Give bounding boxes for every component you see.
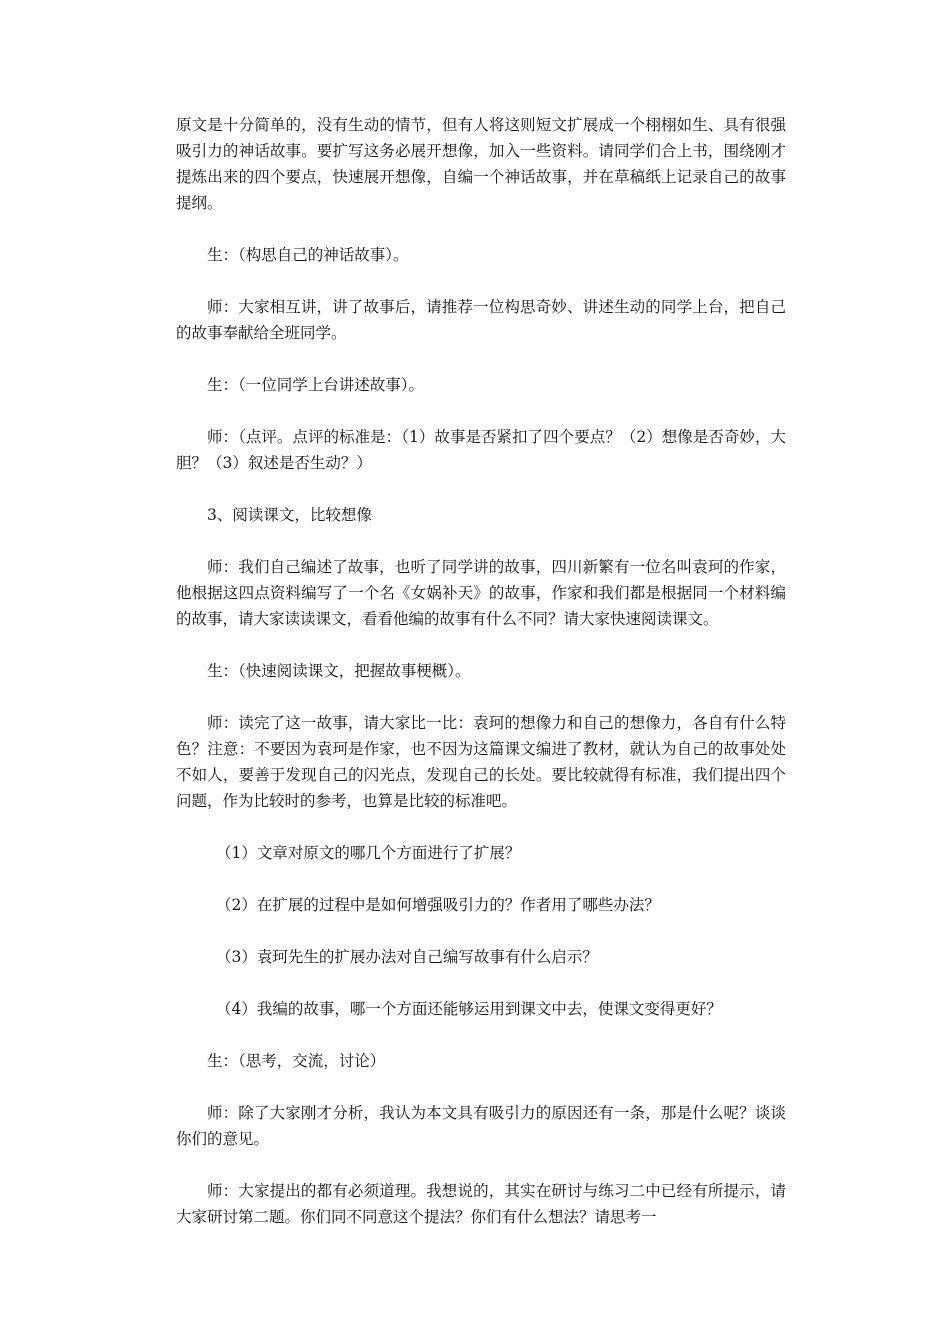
question-item: （2）在扩展的过程中是如何增强吸引力的？作者用了哪些办法？ bbox=[216, 896, 660, 914]
paragraph: 生：（构思自己的神话故事）。 bbox=[207, 246, 409, 264]
paragraph: 生：（一位同学上台讲述故事）。 bbox=[207, 376, 425, 394]
section-heading: 3、阅读课文，比较想像 bbox=[207, 506, 372, 524]
paragraph: 师：读完了这一故事，请大家比一比：袁珂的想像力和自己的想像力，各自有什么特色？注意：不要因为袁珂是作家，也不因为这篇课文编进了教材，就认为自己的故事处处不如人，要善于发现自己的闪光点，发现自己的长处。要比较就得有标准，我们提出四个问题，作为比较时的参考，也算是比较的标准吧。 bbox=[176, 714, 786, 810]
paragraph: 师：我们自己编述了故事，也听了同学讲的故事，四川新繁有一位名叫袁珂的作家，他根据这四点资料编写了一个名《女娲补天》的故事，作家和我们都是根据同一个材料编的故事，请大家读读课文，看看他编的故事有什么不同？请大家快速阅读课文。 bbox=[176, 558, 786, 628]
paragraph: 师：除了大家刚才分析，我认为本文具有吸引力的原因还有一条，那是什么呢？谈谈你们的意见。 bbox=[176, 1104, 786, 1148]
paragraph: 原文是十分简单的，没有生动的情节，但有人将这则短文扩展成一个栩栩如生、具有很强吸引力的神话故事。要扩写这务必展开想像，加入一些资料。请同学们合上书，围绕刚才提炼出来的四个要点，快速展开想像，自编一个神话故事，并在草稿纸上记录自己的故事提纲。 bbox=[176, 116, 786, 212]
question-item: （3）袁珂先生的扩展办法对自己编写故事有什么启示？ bbox=[216, 948, 598, 966]
paragraph: 生：（思考，交流，讨论） bbox=[207, 1052, 386, 1070]
document-body bbox=[176, 112, 786, 1230]
paragraph: 师：大家相互讲，讲了故事后，请推荐一位构思奇妙、讲述生动的同学上台，把自己的故事奉献给全班同学。 bbox=[176, 298, 786, 342]
paragraph: 生：（快速阅读课文，把握故事梗概）。 bbox=[207, 662, 471, 680]
paragraph: 师：大家提出的都有必须道理。我想说的，其实在研讨与练习二中已经有所提示，请大家研讨第二题。你们同不同意这个提法？你们有什么想法？请思考一 bbox=[176, 1182, 786, 1226]
question-item: （1）文章对原文的哪几个方面进行了扩展？ bbox=[216, 844, 521, 862]
paragraph: 师：（点评。点评的标准是：（1）故事是否紧扣了四个要点？（2）想像是否奇妙，大胆？（3）叙述是否生动？） bbox=[176, 428, 786, 472]
question-item: （4）我编的故事，哪一个方面还能够运用到课文中去，使课文变得更好？ bbox=[216, 1000, 722, 1018]
